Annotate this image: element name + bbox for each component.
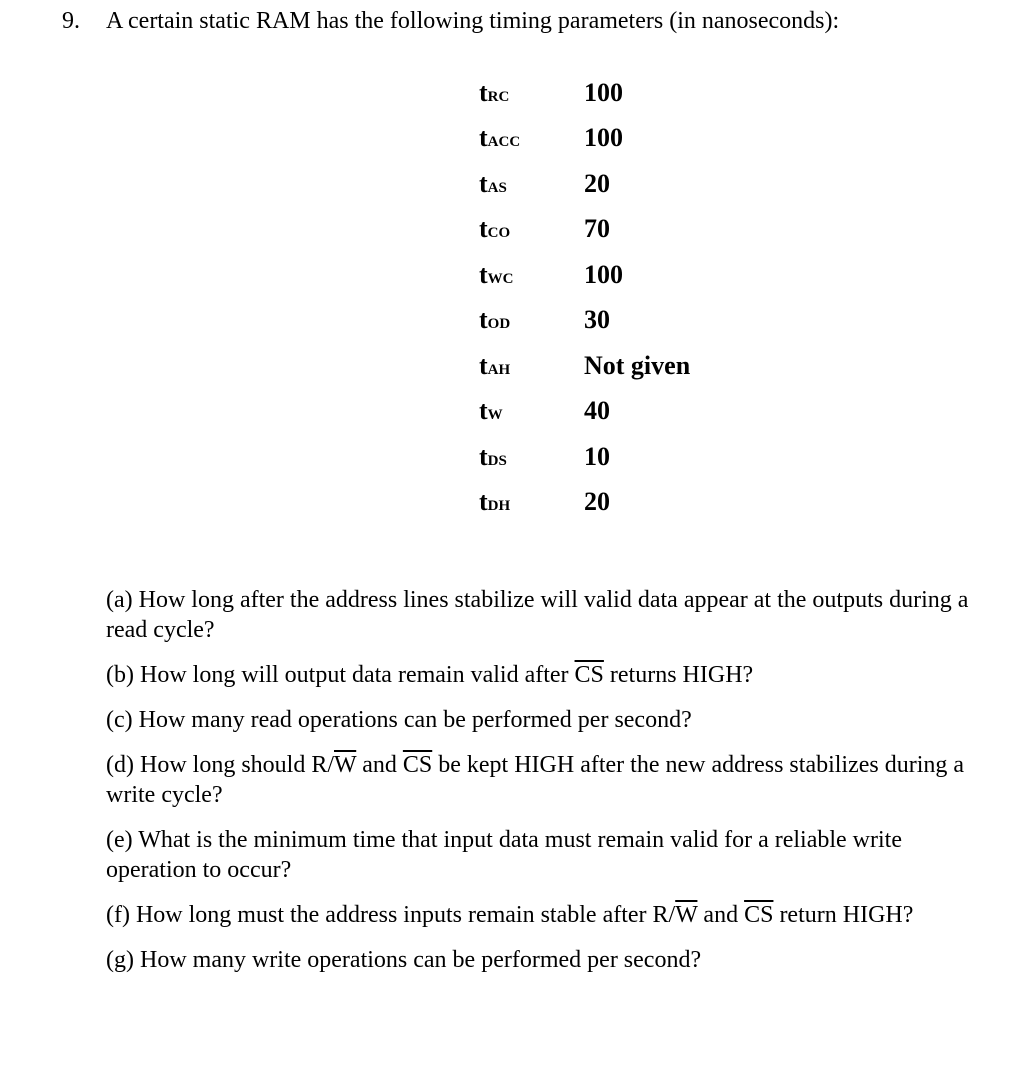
param-row-tds bbox=[479, 434, 690, 480]
cs-bar-label: $\overline{CS}$ bbox=[744, 902, 774, 928]
question-a-line2: read cycle? bbox=[106, 617, 215, 643]
question-e-line1: (e) What is the minimum time that input data must remain valid for a reliable write bbox=[106, 827, 902, 853]
param-row-trc bbox=[479, 70, 690, 116]
param-value: 10 bbox=[584, 441, 610, 471]
param-row-tah bbox=[479, 343, 690, 389]
param-value: 100 bbox=[584, 77, 623, 107]
cs-bar-label: $\overline{CS}$ bbox=[574, 662, 604, 688]
param-name: tW bbox=[479, 396, 503, 426]
param-name: tDH bbox=[479, 487, 511, 517]
question-e-line2: operation to occur? bbox=[106, 857, 292, 883]
question-f: (f) How long must the address inputs remain stable after $R/\overline{W}$ and $\overline{CS}$ return HIGH? bbox=[106, 902, 914, 928]
param-name: tACC bbox=[479, 123, 521, 153]
param-row-tw bbox=[479, 389, 690, 435]
question-d-line1: (d) How long should $R/\overline{W}$ and $\overline{CS}$ be kept HIGH after the new address stabilizes during a bbox=[106, 752, 965, 778]
w-bar-label: $\overline{W}$ bbox=[675, 902, 698, 928]
param-value: 40 bbox=[584, 396, 610, 426]
problem-intro: A certain static RAM has the following timing parameters (in nanoseconds): bbox=[106, 8, 840, 34]
problem-number: 9. bbox=[62, 8, 80, 34]
timing-parameter-table bbox=[479, 70, 690, 525]
param-value: 30 bbox=[584, 305, 610, 335]
cs-bar-label: $\overline{CS}$ bbox=[402, 752, 433, 778]
question-c: (c) How many read operations can be performed per second? bbox=[106, 707, 692, 733]
param-value: 20 bbox=[584, 168, 610, 198]
question-a-line1: (a) How long after the address lines stabilize will valid data appear at the outputs during a bbox=[106, 587, 969, 613]
param-value: 70 bbox=[584, 214, 610, 244]
param-row-tas bbox=[479, 161, 690, 207]
param-name: tCO bbox=[479, 214, 511, 244]
param-row-twc bbox=[479, 252, 690, 298]
param-row-tacc bbox=[479, 116, 690, 162]
param-name: tAS bbox=[479, 168, 507, 198]
question-g: (g) How many write operations can be performed per second? bbox=[106, 947, 702, 973]
param-name: tOD bbox=[479, 305, 511, 335]
param-row-tod bbox=[479, 298, 690, 344]
param-value: 100 bbox=[584, 123, 623, 153]
param-value: 20 bbox=[584, 487, 610, 517]
param-value: 100 bbox=[584, 259, 623, 289]
param-row-tdh bbox=[479, 480, 690, 526]
param-name: tAH bbox=[479, 350, 511, 380]
param-name: tWC bbox=[479, 259, 514, 289]
param-value: Not given bbox=[584, 350, 691, 380]
param-row-tco bbox=[479, 207, 690, 253]
param-name: tRC bbox=[479, 77, 510, 107]
param-name: tDS bbox=[479, 441, 507, 471]
problem-statement bbox=[62, 8, 839, 35]
w-bar-label: $\overline{W}$ bbox=[334, 752, 357, 778]
question-d-line2: write cycle? bbox=[106, 782, 223, 808]
question-b: (b) How long will output data remain valid after $\overline{CS}$ returns HIGH? bbox=[106, 662, 754, 688]
